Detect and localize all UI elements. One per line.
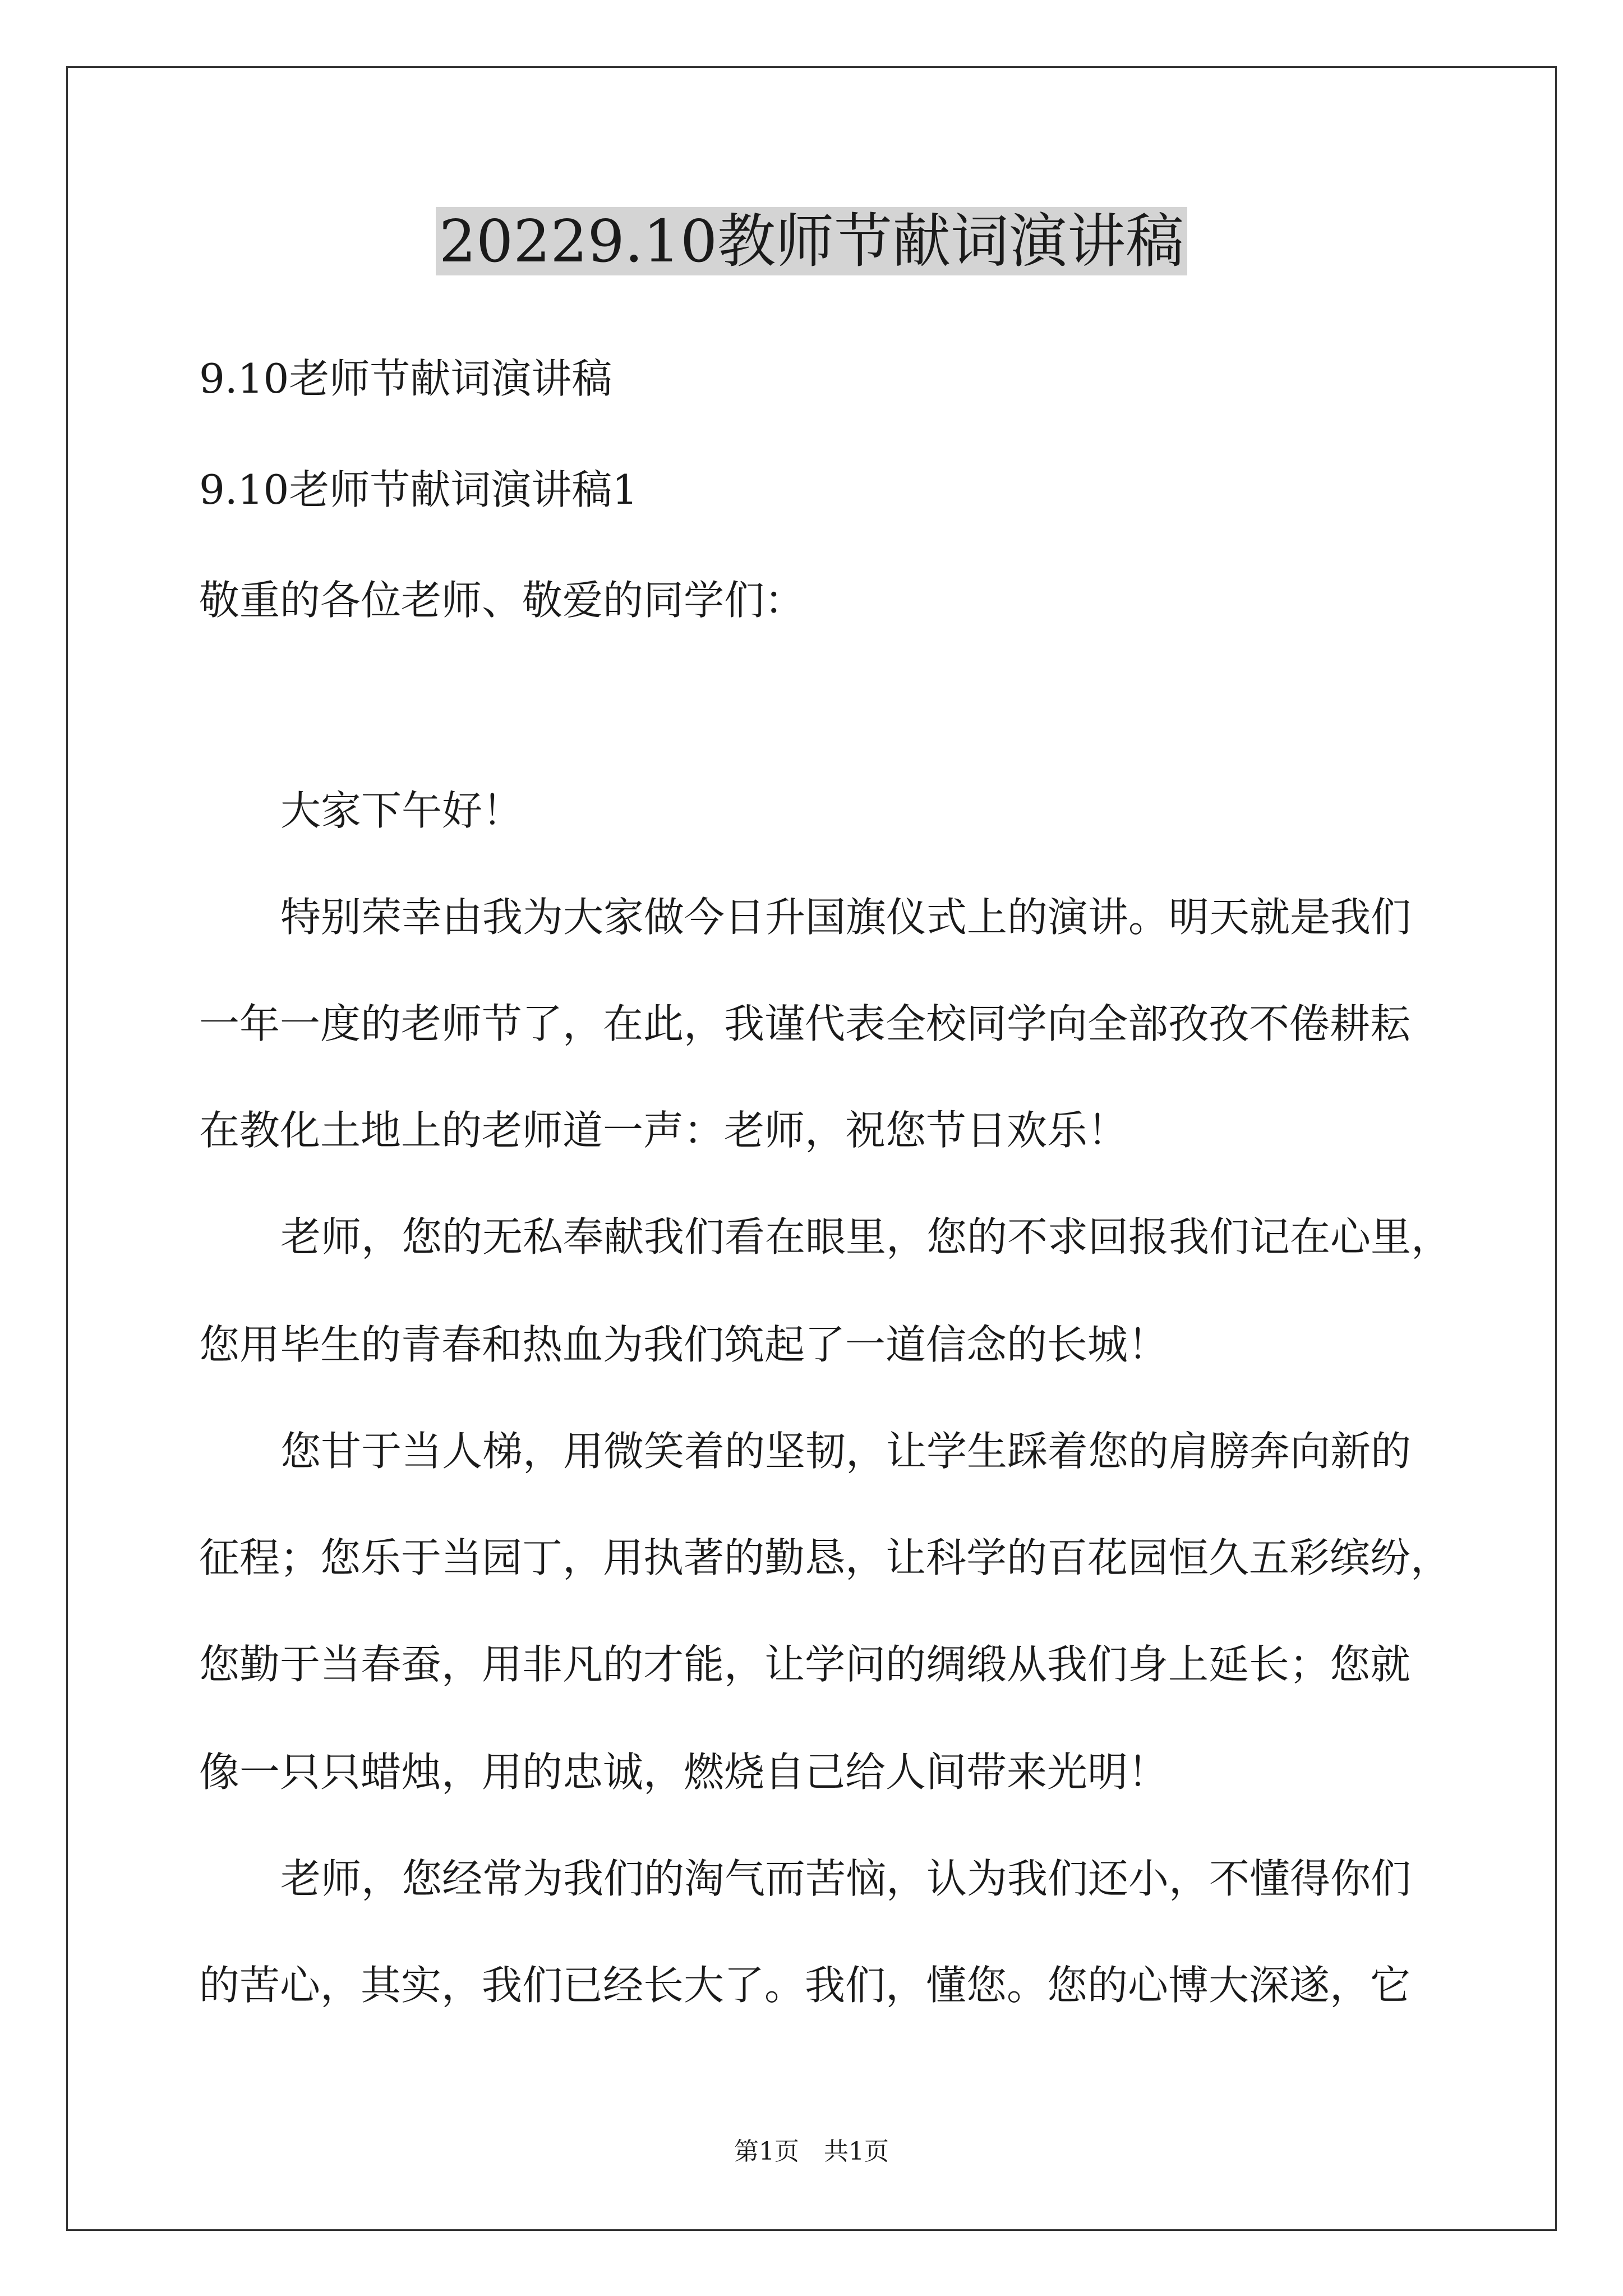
paragraph-line: 老师，您的无私奉献我们看在眼里，您的不求回报我们记在心里， bbox=[280, 1213, 1452, 1260]
paragraph-line: 特别荣幸由我为大家做今日升国旗仪式上的演讲。明天就是我们 bbox=[280, 894, 1412, 941]
paragraph-line: 像一只只蜡烛，用的忠诚，燃烧自己给人间带来光明！ bbox=[199, 1749, 1169, 1796]
paragraph-line: 的苦心，其实，我们已经长大了。我们，懂您。您的心博大深遂，它 bbox=[199, 1962, 1411, 2009]
subtitle-2: 9.10老师节献词演讲稿1 bbox=[199, 466, 638, 513]
subtitle-1: 9.10老师节献词演讲稿 bbox=[199, 355, 612, 402]
paragraph-line: 征程；您乐于当园丁，用执著的勤恳，让科学的百花园恒久五彩缤纷， bbox=[199, 1534, 1451, 1581]
paragraph-line: 大家下午好！ bbox=[280, 787, 523, 834]
document-title-text: 20229.10教师节献词演讲稿 bbox=[436, 207, 1187, 275]
document-title bbox=[0, 205, 1623, 278]
paragraph-line: 您甘于当人梯，用微笑着的坚韧，让学生踩着您的肩膀奔向新的 bbox=[280, 1428, 1412, 1475]
paragraph-line: 您勤于当春蚕，用非凡的才能，让学问的绸缎从我们身上延长；您就 bbox=[199, 1641, 1411, 1688]
paragraph-line: 在教化土地上的老师道一声：老师，祝您节日欢乐！ bbox=[199, 1107, 1128, 1154]
paragraph-line: 老师，您经常为我们的淘气而苦恼，认为我们还小，不懂得你们 bbox=[280, 1855, 1412, 1902]
paragraph-line: 您用毕生的青春和热血为我们筑起了一道信念的长城！ bbox=[199, 1321, 1169, 1368]
page-number: 第1页 共1页 bbox=[734, 2137, 889, 2166]
salutation: 敬重的各位老师、敬爱的同学们： bbox=[199, 577, 805, 624]
paragraph-line: 一年一度的老师节了，在此，我谨代表全校同学向全部孜孜不倦耕耘 bbox=[199, 1000, 1411, 1047]
